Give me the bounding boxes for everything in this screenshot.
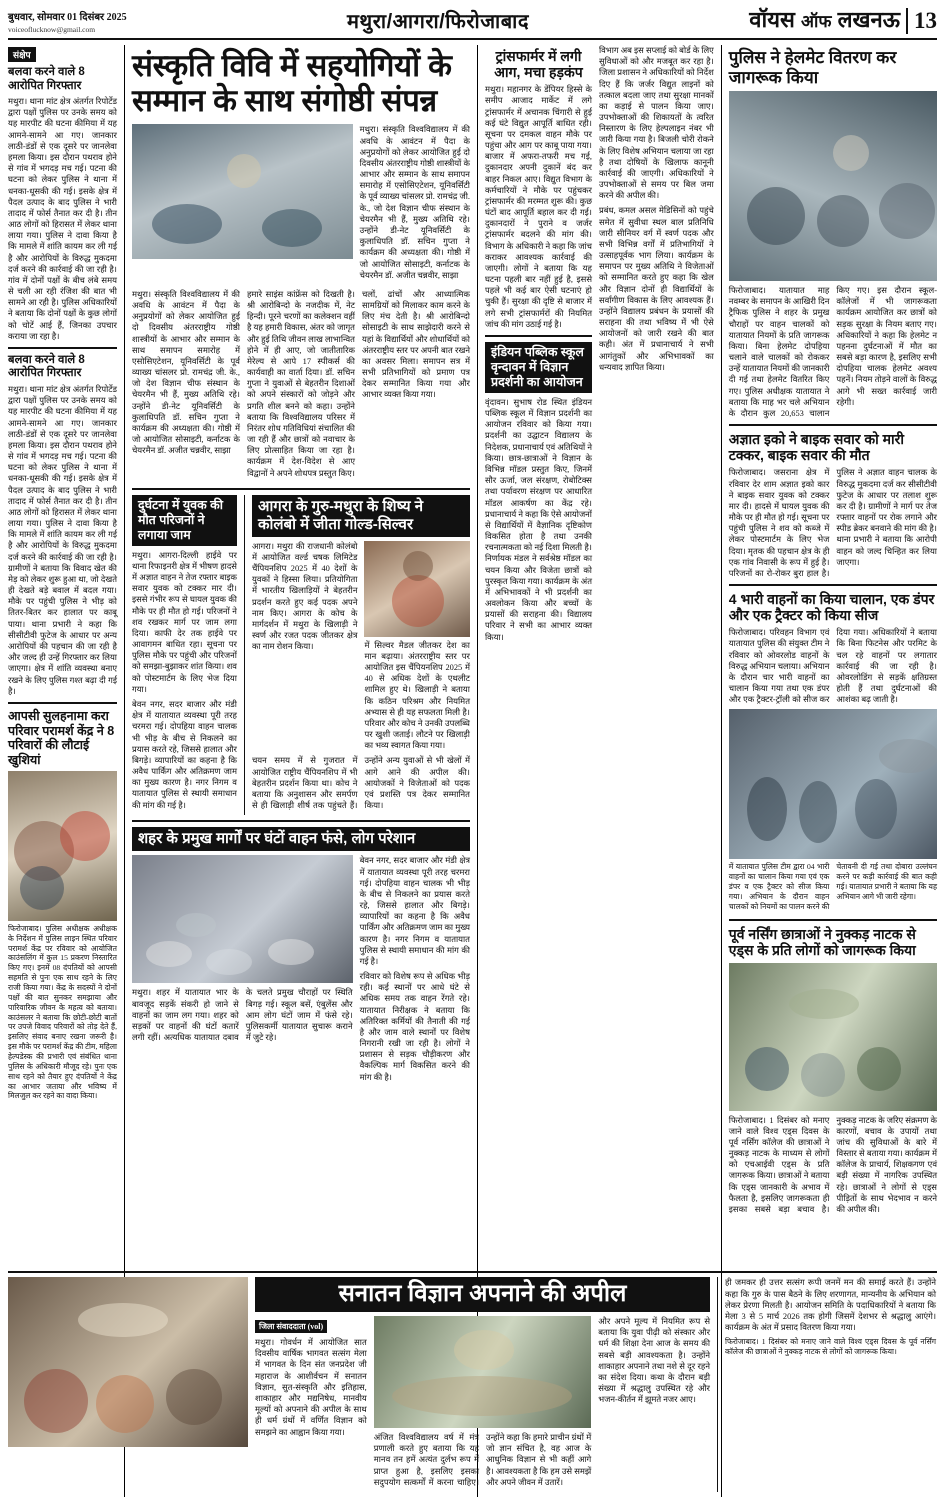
satsang-text-1: मथुरा। गोवर्धन में आयोजित सात दिवसीय वार्षिक भागवत सत्संग मेला में भागवत के दिन संत जनप्रदेश जी महाराज के आशीर्वचन में सनातन विज्ञान, सुत-संस्कृति और इतिहास, शाकाहार और मद्यनिषेध, मानवीय मूल्यों को अपनाने की अपील के साथ ही धर्म ग्रंथों में वर्णित विज्ञान को समझने का आह्वान किया गया।	[255, 1338, 367, 1437]
bottom-right-block	[717, 1277, 936, 1492]
aids-awareness-headline: पूर्व नर्सिंग छात्राओं ने नुक्कड़ नाटक से एड्स के प्रति लोगों को जागरूक किया	[728, 926, 916, 959]
counselling-caption: फिरोजाबाद। पुलिस अधीक्षक अधीक्षक के निर्देशन में पुलिस लाइन स्थित परिवार परामर्श केंद्र पर रविवार को आयोजित काउंसलिंग में कुल 15 प्रकरण निस्तारित किए गए। इनमें 08 दंपतियों को आपसी सहमति से पुनः एक साथ रहने के लिए राजी किया गया। केंद्र के सदस्यों ने दोनों पक्षों की बात सुनकर समझाया और पारिवारिक जीवन के महत्व को बताया। काउंसलर ने बताया कि छोटी-छोटी बातों पर उपजे विवाद परिवारों को तोड़ देते हैं, इसलिए संवाद बनाए रखना जरूरी है। इस मौके पर परामर्श केंद्र की टीम, महिला हेल्पडेस्क की प्रभारी एवं संबंधित थाना पुलिस के अधिकारी मौजूद रहे। पुनः एक साथ रहने को तैयार हुए दंपतियों ने केंद्र का आभार जताया और भविष्य में मिलजुल कर रहने का वादा किया।	[8, 923, 117, 1101]
masthead	[8, 6, 937, 40]
satsang-text-2: अंजित विश्वविद्यालय वर्ष में मंत्र प्रणाली करते हुए बताया कि यह मानव तन हमें अत्यंत दुर्लभ रूप में प्राप्त हुआ है, इसलिए इसका सदुपयोग सत्कर्मों में करना चाहिए। उन्होंने कहा कि हमारे प्राचीन ग्रंथों में जो ज्ञान संचित है, वह आज के आधुनिक विज्ञान से भी कहीं आगे है। आवश्यकता है कि हम उसे समझें और अपने जीवन में उतारें।	[373, 1433, 592, 1487]
traffic-text-1: मथुरा। शहर में यातायात भार के बावजूद सड़कें संकरी हो जाने से वाहनों का जाम लग गया। शहर को सड़कों पर वाहनों की घंटों कतारें लगी रहीं। अत्यधिक यातायात दबाव के चलते प्रमुख चौराहों पर स्थिति बिगड़ गई। स्कूल बसें, एंबुलेंस और आम लोग घंटों जाम में फंसे रहे। पुलिसकर्मी यातायात सुचारू कराने में जुटे रहे।	[131, 988, 353, 1043]
helmet-headline: पुलिस ने हेलमेट वितरण कर जागरूक किया	[728, 48, 897, 87]
accident-headline: दुर्घटना में युवक की मौत परिजनों ने लगाया जाम	[132, 495, 237, 546]
science-expo-text: वृंदावन। सुभाष रोड स्थित इंडियन पब्लिक स्कूल में विज्ञान प्रदर्शनी का आयोजन रविवार को किया गया। प्रदर्शनी का उद्घाटन विद्यालय के निदेशक, प्रधानाचार्य एवं अतिथियों ने किया। छात्र-छात्राओं ने विज्ञान के विभिन्न मॉडल प्रस्तुत किए, जिनमें सौर ऊर्जा, जल संरक्षण, रोबोटिक्स तथा पर्यावरण संरक्षण पर आधारित मॉडल आकर्षण का केंद्र रहे। प्रधानाचार्य ने कहा कि ऐसे आयोजनों से विद्यार्थियों में वैज्ञानिक दृष्टिकोण विकसित होता है तथा उनकी रचनात्मकता को नई दिशा मिलती है। निर्णायक मंडल ने सर्वश्रेष्ठ मॉडल का चयन किया और विजेता छात्रों को पुरस्कृत किया गया। कार्यक्रम के अंत में अभिभावकों ने भी प्रदर्शनी का अवलोकन किया और बच्चों के प्रयासों की सराहना की। विद्यालय परिवार ने सभी का आभार व्यक्त किया।	[484, 397, 592, 642]
traffic-text-3: रविवार को विशेष रूप से अधिक भीड़ रही। कई स्थानों पर आधे घंटे से अधिक समय तक वाहन रेंगते रहे। यातायात निरीक्षक ने बताया कि अतिरिक्त कर्मियों की तैनाती की गई है और जाम वाले स्थानों पर विशेष निगरानी रखी जा रही है। लोगों ने प्रशासन से सड़क चौड़ीकरण और वैकल्पिक मार्ग विकसित करने की मांग की है।	[359, 972, 470, 1082]
brand-logo	[749, 4, 900, 34]
brief-1-text: मथुरा। थाना मांट क्षेत्र अंतर्गत रिपोर्टेड द्वारा पक्षों पुलिस पर उनके समय को यह मारपीट की घटना कीमिया में यह आमने-सामने आ गए। जानकार लाठी-डंडों से एक दूसरे पर जानलेवा हमला किया। इस दौरान पथराव होने से गांव में भगदड़ मच गई। पटना की घटना को लेकर पुलिस ने थाना में धनका-धूसकी की गई। इसके क्षेत्र में पैदल उत्पाद के बाद पुलिस ने भारी तादाद में फोर्स तैनात कर दी है। तीन आठ लोगों को हिरासत में लेकर थाना लाया गया। पुलिस ने दावा किया है कि मामले में शांति कायम कर ली गई है और आरोपियों के विरुद्ध मुकदमा दर्ज करने की कार्रवाई की जा रही है। गांव में दोनों पक्षों के बीच लंबे समय से चली आ रही रंजिश की बात भी सामने आ रही है। पुलिस अधिकारियों ने बताया कि दोनों पक्षों के कुछ लोगों को चोटें आई हैं, जिनका उपचार कराया जा रहा है।	[8, 97, 117, 341]
vehicle-seizure-photo	[729, 709, 937, 859]
transformer-text-cont: विभाग अब इस सप्लाई को बोर्ड के लिए सुविधाओं को और मजबूत कर रहा है। जिला प्रशासन ने अधिकारियों को निर्देश दिए हैं कि जर्जर विद्युत लाइनों को तत्काल बदला जाए तथा सुरक्षा मानकों का कड़ाई से पालन किया जाए। उपभोक्ताओं की शिकायतों के त्वरित निस्तारण के लिए हेल्पलाइन नंबर भी जारी किया गया है। बिजली चोरी रोकने के लिए विशेष अभियान चलाया जा रहा है तथा दोषियों के खिलाफ कानूनी कार्रवाई की जाएगी। अधिकारियों ने उपभोक्ताओं से समय पर बिल जमा करने की अपील की।	[598, 46, 714, 201]
helmet-photo	[729, 91, 937, 281]
page-number: 13	[906, 8, 937, 34]
vehicle-seizure-text: फिरोजाबाद। परिवहन विभाग एवं यातायात पुलिस की संयुक्त टीम ने रविवार को ओवरलोड वाहनों के विरुद्ध अभियान चलाया। अभियान के दौरान चार भारी वाहनों का चालान किया गया तथा एक डंपर और एक ट्रैक्टर-ट्रॉली को सीज कर दिया गया। अधिकारियों ने बताया कि बिना फिटनेस और परमिट के चल रहे वाहनों पर लगातार कार्रवाई की जा रही है। ओवरलोडिंग से सड़कें क्षतिग्रस्त होती हैं तथा दुर्घटनाओं की आशंका बढ़ जाती है।	[728, 628, 937, 705]
hit-and-run-headline: अज्ञात इको ने बाइक सवार को मारी टक्कर, बाइक सवार की मौत	[728, 431, 905, 464]
sports-text-1: आगरा। मथुरा की राजधानी कोलंबो में आयोजित वर्ल्ड चषक लिमिटेड चैंपियनशिप 2025 में 40 देशों के युवकों ने हिस्सा लिया। प्रतियोगिता में भारतीय खिलाड़ियों ने बेहतरीन प्रदर्शन करते हुए कई पदक अपने नाम किए। आगरा के कोच के मार्गदर्शन में मथुरा के खिलाड़ी ने स्वर्ण और रजत पदक जीतकर क्षेत्र का नाम रोशन किया।	[251, 541, 358, 652]
contact-email: voiceoflucknow@gmail.com	[8, 24, 96, 34]
sports-text-2: में सिल्वर मैडल जीतकर देश का मान बढ़ाया। अंतरराष्ट्रीय स्तर पर आयोजित इस चैंपियनशिप 2025 में 40 से अधिक देशों के एथलीट शामिल हुए थे। खिलाड़ी ने बताया कि कठिन परिश्रम और नियमित अभ्यास से ही यह सफलता मिली है। परिवार और कोच ने उनकी उपलब्धि पर खुशी जताई। लौटने पर खिलाड़ी का भव्य स्वागत किया गया।	[364, 640, 470, 751]
athlete-photo	[364, 541, 470, 637]
aids-awareness-text: फिरोजाबाद। 1 दिसंबर को मनाए जाने वाले विश्व एड्स दिवस के पूर्व नर्सिंग कॉलेज की छात्राओं ने नुक्कड़ नाटक के माध्यम से लोगों को एचआईवी एड्स के प्रति जागरूक किया। छात्राओं ने बताया कि एड्स जानकारी के अभाव में फैलता है, इसलिए जागरूकता ही इसका सबसे बड़ा बचाव है। नुक्कड़ नाटक के जरिए संक्रमण के कारणों, बचाव के उपायों तथा जांच की सुविधाओं के बारे में विस्तार से बताया गया। कार्यक्रम में कॉलेज के प्राचार्य, शिक्षकगण एवं बड़ी संख्या में नागरिक उपस्थित रहे। छात्राओं ने लोगों से एड्स पीड़ितों के साथ भेदभाव न करने की अपील की।	[728, 1115, 937, 1214]
science-expo-text-cont: प्रबंध, कमल असल मेडिसिनों को पहुंचे समेत में सुवीधा स्थल बाल प्रतिनिधि जारी सीनियर वर्ग में स्वर्ण पदक और सभी विभिन्न वर्गों में प्रतिभागियों ने उत्साहपूर्वक भाग लिया। कार्यक्रम के समापन पर मुख्य अतिथि ने विजेताओं को सम्मानित करते हुए कहा कि खेल और विज्ञान दोनों ही विद्यार्थियों के सर्वांगीण विकास के लिए आवश्यक हैं। उन्होंने विद्यालय प्रबंधन के प्रयासों की सराहना की तथा भविष्य में भी ऐसे आयोजनों को जारी रखने की बात कही। अंत में प्रधानाचार्य ने सभी आगंतुकों और अभिभावकों का धन्यवाद ज्ञापित किया।	[598, 206, 714, 372]
brief-1-headline: बलवा करने वाले 8 आरोपित गिरफ्तार	[8, 66, 85, 92]
lead-photo	[132, 124, 353, 259]
satsang-text-3: और अपने मूल्य में नियमित रूप से बताया कि युवा पीढ़ी को संस्कार और धर्म की शिक्षा देना आज के समय की सबसे बड़ी आवश्यकता है। उन्होंने शाकाहार अपनाने तथा नशे से दूर रहने का संदेश दिया। कथा के दौरान बड़ी संख्या में श्रद्धालु उपस्थित रहे और भजन-कीर्तन में झूमते नजर आए।	[598, 1317, 710, 1405]
bottom-section	[8, 1271, 937, 1492]
masthead-right	[749, 4, 937, 34]
kicker-label: संक्षेप	[8, 47, 36, 62]
satsang-text-4: ही जमकर ही उत्तर सत्संग रूपी जनमें मन की समाई करते हैं। उन्होंने कहा कि गुरु के पास बैठने के लिए शरणागत, मान्यनीय के अभियान को लेकर प्रेरणा मिलती है। आयोजन समिति के पदाधिकारियों ने बताया कि मेला 3 से 5 मार्च 2026 तक होगी जिसमें देशभर से श्रद्धालु आएंगे। कार्यक्रम के अंत में प्रसाद वितरण किया गया।	[725, 1278, 936, 1333]
brand-main: वॉयस	[749, 7, 795, 32]
vehicle-seizure-caption: में यातायात पुलिस टीम द्वारा 04 भारी वाहनों का चालान किया गया एवं एक डंपर व एक ट्रैक्टर को सीज किया गया। अभियान के दौरान वाहन चालकों को नियमों का पालन करने की चेतावनी दी गई तथा दोबारा उल्लंघन करने पर कड़ी कार्रवाई की बात कही गई। यातायात प्रभारी ने बताया कि यह अभियान आगे भी जारी रहेगा।	[728, 862, 937, 911]
helmet-text: फिरोजाबाद। यातायात माह नवम्बर के समापन के आखिरी दिन ट्रैफिक पुलिस ने शहर के प्रमुख चौराहों पर वाहन चालकों को यातायात नियमों के प्रति जागरूक किया। बिना हेलमेट दोपहिया चलाने वाले चालकों को रोककर उन्हें यातायात नियमों की जानकारी दी गई तथा हेलमेट वितरित किए गए। पुलिस अधीक्षक यातायात ने बताया कि माह भर चले अभियान के दौरान कुल 20,653 चालान किए गए। इस दौरान स्कूल-कॉलेजों में भी जागरूकता कार्यक्रम आयोजित कर छात्रों को सड़क सुरक्षा के नियम बताए गए। अधिकारियों ने कहा कि हेलमेट न पहनना दुर्घटनाओं में मौत का सबसे बड़ा कारण है, इसलिए सभी दोपहिया चालक हेलमेट अवश्य पहनें। नियम तोड़ने वालों के विरुद्ध आगे भी सख्त कार्रवाई जारी रहेगी।	[728, 286, 937, 418]
traffic-text-2: बेवन नगर, सदर बाजार और मंडी क्षेत्र में यातायात व्यवस्था पूरी तरह चरमरा गई। दोपहिया वाहन चालक भी भीड़ के बीच से निकलने का प्रयास करते रहे, जिससे हालात और बिगड़े। व्यापारियों का कहना है कि अवैध पार्किंग और अतिक्रमण जाम का मुख्य कारण है। नगर निगम व यातायात पुलिस से स्थायी समाधान की मांग की गई है।	[359, 856, 470, 966]
counselling-photo	[8, 771, 117, 921]
lead-text-2: हमारे साइंस कांफ्रेंस को दिखती है। श्री आरोबिन्दो के नजदीक में, नेट हिन्दी। पूरने चरणों का कलेक्शन वहीं है यह हमारी विकास, अंतर को जागृत और हुई तिथि जीवन लाख लाभान्वित होने में ही आए, जो जातीतारिक मेरेल्य से आपे 17 स्पीकर्स की कार्यवाही का वार्ता दिया। डॉ. सचिन गुप्ता ने युवाओं से बेहतरीन दिशाओं को अपने संस्कारों को जोड़ने और प्रगति शील बनने को कहा। उन्होंने बताया कि विश्वविद्यालय परिसर में निरंतर शोध गतिविधियां संचालित की जा रही हैं और छात्रों को नवाचार के लिए प्रोत्साहित किया जा रहा है। कार्यक्रम में देश-विदेश से आए विद्वानों ने अपने शोधपत्र प्रस्तुत किए।	[246, 289, 355, 478]
brief-3-headline: आपसी सुलहनामा करा परिवार परामर्श केंद्र ने 8 परिवारों की लौटाई खुशियां	[8, 708, 115, 768]
science-expo-headline: इंडियन पब्लिक स्कूल वृन्दावन में विज्ञान प्रदर्शनी का आयोजन	[485, 342, 592, 393]
byline: जिला संवाददाता (vol)	[255, 1320, 327, 1333]
brand-of: ऑफ	[800, 12, 832, 31]
lead-text-1b: मथुरा। संस्कृति विश्वविद्यालय में की अवधि के आवंटन में पैदा के अनुप्रयोगों को लेकर आयोजित हुई दो दिवसीय अंतरराष्ट्रीय गोष्ठी शास्त्रीयों के आभार और सम्मान के साथ समापन समारोह में एसोसिएटेशन, यूनिवर्सिटी के पूर्व व्याख्य चांसलर प्रो. रामचंद्र जी. के., जो देश विज्ञान चीफ संस्थान के चेयरमैन भी हैं, मुख्य अतिथि रहे। उन्होंने डी-नेट यूनिवर्सिटी के कुलाधिपति डॉ. सचिन गुप्ता ने कार्यक्रम की अध्यक्षता की। गोष्ठी में जो आयोजित सोसाइटी, कर्नाटक के चेयरमैन डॉ. अजीत चन्नवीर, साझा	[131, 289, 240, 456]
sports-text-3: चयन समय में से गुजरात में आयोजित राष्ट्रीय चैंपियनशिप में भी बेहतरीन प्रदर्शन किया था। कोच ने बताया कि अनुशासन और समर्पण से ही खिलाड़ी शीर्ष तक पहुंचते हैं। उन्होंने अन्य युवाओं से भी खेलों में आगे आने की अपील की। आयोजकों ने विजेताओं को पदक एवं प्रशस्ति पत्र देकर सम्मानित किया।	[251, 756, 470, 811]
publication-date: बुधवार, सोमवार 01 दिसंबर 2025	[8, 12, 127, 24]
sports-headline: आगरा के गुरु-मथुरा के शिष्य ने कोलंबो में जीता गोल्ड-सिल्वर	[252, 495, 470, 537]
brand-city: लखनऊ	[837, 7, 900, 32]
traffic-photo	[132, 855, 353, 983]
traffic-jam-headline: शहर के प्रमुख मार्गों पर घंटों वाहन फंसे, लोग परेशान	[132, 827, 470, 851]
aids-awareness-photo	[729, 963, 937, 1111]
accident-text-2: बेवन नगर, सदर बाजार और मंडी क्षेत्र में यातायात व्यवस्था पूरी तरह चरमरा गई। दोपहिया वाहन चालक भी भीड़ के बीच से निकलने का प्रयास करते रहे, जिससे हालात और बिगड़े। व्यापारियों का कहना है कि अवैध पार्किंग और अतिक्रमण जाम का मुख्य कारण है। नगर निगम व यातायात पुलिस से स्थायी समाधान की मांग की गई है।	[131, 700, 237, 810]
masthead-left	[8, 12, 127, 34]
satsang-headline: सनातन विज्ञान अपनाने की अपील	[255, 1277, 710, 1312]
transformer-headline: ट्रांसफार्मर में लगी आग, मचा हड़कंप	[494, 48, 583, 81]
accident-text: मथुरा। आगरा-दिल्ली हाईवे पर थाना रिफाइनरी क्षेत्र में भीषण हादसे में अज्ञात वाहन ने तेज रफ्तार बाइक सवार युवक को टक्कर मार दी। इससे गंभीर रूप से घायल युवक की मौके पर ही मौत हो गई। परिजनों ने शव रखकर मार्ग पर जाम लगा दिया। काफी देर तक हाईवे पर आवागमन बाधित रहा। सूचना पर पुलिस मौके पर पहुंची और परिजनों को समझा-बुझाकर शांत किया। शव को पोस्टमार्टम के लिए भेज दिया गया।	[131, 550, 237, 694]
vehicle-seizure-headline: 4 भारी वाहनों का किया चालान, एक डंपर और एक ट्रैक्टर को किया सीज	[728, 591, 935, 624]
hit-and-run-text: फिरोजाबाद। जसराना क्षेत्र में रविवार देर शाम अज्ञात इको कार ने बाइक सवार युवक को टक्कर मार दी। हादसे में घायल युवक की मौके पर ही मौत हो गई। सूचना पर पहुंची पुलिस ने शव को कब्जे में लेकर पोस्टमार्टम के लिए भेज दिया। मृतक की पहचान क्षेत्र के ही एक गांव निवासी के रूप में हुई है। परिजनों का रो-रोकर बुरा हाल है। पुलिस ने अज्ञात वाहन चालक के विरुद्ध मुकदमा दर्ज कर सीसीटीवी फुटेज के आधार पर तलाश शुरू कर दी है। ग्रामीणों ने मार्ग पर तेज रफ्तार वाहनों पर रोक लगाने और स्पीड ब्रेकर बनवाने की मांग की है। थाना प्रभारी ने बताया कि आरोपी वाहन को जल्द चिन्हित कर लिया जाएगा।	[728, 468, 937, 578]
bottom-left-photo-block	[8, 1277, 248, 1492]
brief-2-text: मथुरा। थाना मांट क्षेत्र अंतर्गत रिपोर्टेड द्वारा पक्षों पुलिस पर उनके समय को यह मारपीट की घटना कीमिया में यह आमने-सामने आ गए। जानकार लाठी-डंडों से एक दूसरे पर जानलेवा हमला किया। इस दौरान पथराव होने से गांव में भगदड़ मच गई। पटना की घटना को लेकर पुलिस ने थाना में धनका-धूसकी की गई। इसके क्षेत्र में पैदल उत्पाद के बाद पुलिस ने भारी तादाद में फोर्स तैनात कर दी है। तीन आठ लोगों को हिरासत में लेकर थाना लाया गया। पुलिस ने दावा किया है कि मामले में शांति कायम कर ली गई है और आरोपियों के विरुद्ध मुकदमा दर्ज करने की कार्रवाई की जा रही है। ग्रामीणों ने बताया कि विवाद खेत की मेड़ को लेकर शुरू हुआ था, जो देखते ही देखते बड़े बवाल में बदल गया। मौके पर पहुंची पुलिस ने भीड़ को तितर-बितर कर हालात पर काबू पाया। थाना प्रभारी ने कहा कि सीसीटीवी फुटेज के आधार पर अन्य आरोपियों की पहचान की जा रही है और जल्द ही उन्हें गिरफ्तार कर लिया जाएगा। क्षेत्र में शांति व्यवस्था बनाए रखने के लिए पुलिस गश्त बढ़ा दी गई है।	[8, 385, 117, 696]
transformer-text: मथुरा। महानगर के डेंपियर हिस्से के समीप आजाद मार्केट में लगे ट्रांसफार्मर में अचानक चिंगारी से हुई कई घंटे विद्युत आपूर्ति बाधित रही। सूचना पर दमकल वाहन मौके पर पहुंचा और आग पर काबू पाया गया। बाजार में अफरा-तफरी मच गई, दुकानदार अपनी दुकानें बंद कर बाहर निकल आए। विद्युत विभाग के कर्मचारियों ने मौके पर पहुंचकर ट्रांसफार्मर की मरम्मत शुरू की। कुछ घंटों बाद आपूर्ति बहाल कर दी गई। दुकानदारों ने पुराने व जर्जर ट्रांसफार्मर बदलने की मांग की। विभाग के अधिकारी ने कहा कि जांच कराकर आवश्यक कार्रवाई की जाएगी। लोगों ने बताया कि यह घटना पहली बार नहीं हुई है, इससे पहले भी कई बार ऐसी घटनाएं हो चुकी हैं। सुरक्षा की दृष्टि से बाजार में लगे सभी ट्रांसफार्मरों की नियमित जांच की मांग उठाई गई है।	[484, 85, 592, 329]
satsang-photo	[374, 1316, 592, 1428]
bottom-center-block	[255, 1277, 710, 1492]
lead-text-3: चलों, ढांचों और आध्यात्मिक सामग्रियों को मिलाकर काम करने के लिए मंच देती है। श्री आरोबिन्दो सोसाइटी के साथ साझेदारी करने से यहां के विद्यार्थियों और शोधार्थियों को अंतरराष्ट्रीय स्तर पर अपनी बात रखने का अवसर मिला। समापन सत्र में सभी प्रतिभागियों को प्रमाण पत्र देकर सम्मानित किया गया और आभार व्यक्त किया गया।	[361, 289, 470, 400]
bottom-photo-caption: फिरोजाबाद। 1 दिसंबर को मनाए जाने वाले विश्व एड्स दिवस के पूर्व नर्सिंग कॉलेज की छात्राओं ने नुक्कड़ नाटक से लोगों को जागरूक किया।	[725, 1337, 936, 1357]
lead-text-1: मथुरा। संस्कृति विश्वविद्यालय में की अवधि के आवंटन में पैदा के अनुप्रयोगों को लेकर आयोजित हुई दो दिवसीय अंतरराष्ट्रीय गोष्ठी शास्त्रीयों के आभार और सम्मान के साथ समापन समारोह में एसोसिएटेशन, यूनिवर्सिटी के पूर्व व्याख्य चांसलर प्रो. रामचंद्र जी. के., जो देश विज्ञान चीफ संस्थान के चेयरमैन भी हैं, मुख्य अतिथि रहे। उन्होंने डी-नेट यूनिवर्सिटी के कुलाधिपति डॉ. सचिन गुप्ता ने कार्यक्रम की अध्यक्षता की। गोष्ठी में जो आयोजित सोसाइटी, कर्नाटक के चेयरमैन डॉ. अजीत चन्नवीर, साझा	[359, 125, 470, 280]
edition-name: मथुरा/आगरा/फिरोजाबाद	[346, 11, 529, 33]
brief-2-headline: बलवा करने वाले 8 आरोपित गिरफ्तार	[8, 353, 85, 380]
lead-headline: संस्कृति विवि में सहयोगियों के सम्मान के साथ संगोष्ठी संपन्न	[131, 48, 452, 118]
